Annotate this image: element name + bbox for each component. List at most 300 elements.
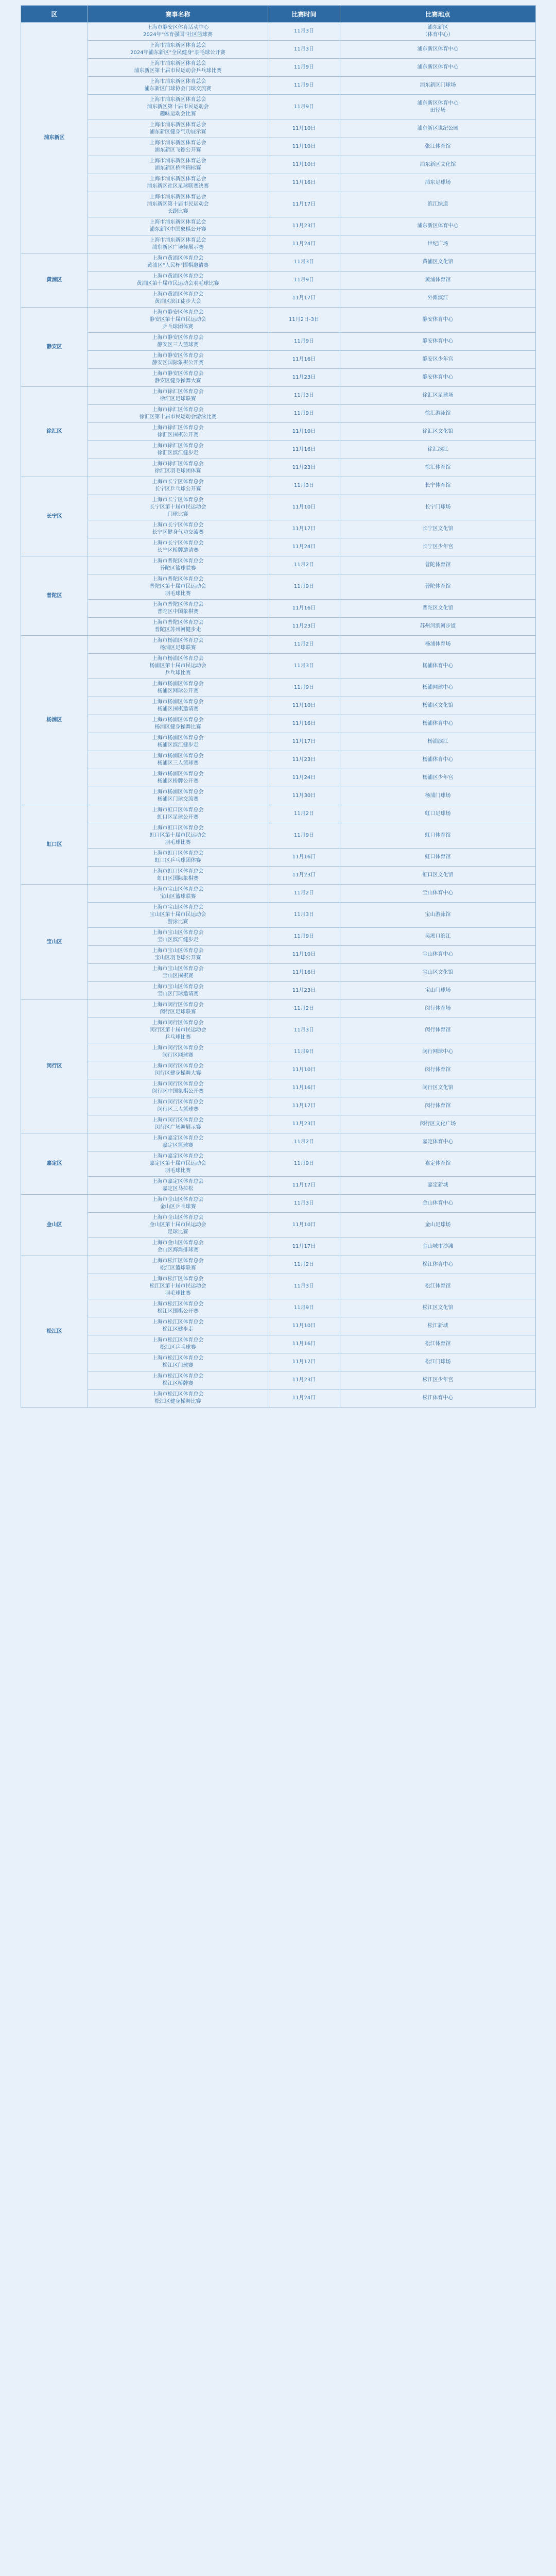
event-name-cell: 上海市闵行区体育总会 闵行区网球赛 — [88, 1043, 268, 1061]
district-cell: 松江区 — [21, 1256, 88, 1408]
event-name-cell: 上海市静安区体育总会 静安区三人篮球赛 — [88, 333, 268, 351]
event-name-cell: 上海市浦东新区体育总会 浦东新区桥牌锦标赛 — [88, 156, 268, 174]
event-name-cell: 上海市黄浦区体育总会 黄浦区"人民杯"围棋邀请赛 — [88, 253, 268, 272]
event-name-cell: 上海市徐汇区体育总会 徐汇区羽毛球团体赛 — [88, 459, 268, 477]
event-name-cell: 上海市松江区体育总会 松江区桥牌赛 — [88, 1371, 268, 1389]
event-name-cell: 上海市金山区体育总会 金山区第十届市民运动会 足球比赛 — [88, 1213, 268, 1238]
event-place-cell: 杨浦体育中心 — [340, 715, 536, 733]
table-row — [21, 441, 536, 459]
event-name-cell: 上海市闵行区体育总会 闵行区广场舞展示赛 — [88, 1115, 268, 1133]
event-time-cell: 11月23日 — [268, 1371, 340, 1389]
event-place-cell: 宝山体育中心 — [340, 946, 536, 964]
event-place-cell: 浦东新区文化馆 — [340, 156, 536, 174]
table-row — [21, 733, 536, 751]
event-name-cell: 上海市闵行区体育总会 闵行区足球联赛 — [88, 1000, 268, 1018]
event-time-cell: 11月2日 — [268, 805, 340, 823]
table-row — [21, 1097, 536, 1115]
event-time-cell: 11月3日 — [268, 41, 340, 59]
event-place-cell: 吴淞口滨江 — [340, 928, 536, 946]
district-cell: 嘉定区 — [21, 1133, 88, 1195]
event-name-cell: 上海市浦东新区体育总会 浦东新区广场舞展示赛 — [88, 235, 268, 253]
table-row — [21, 1238, 536, 1256]
event-place-cell: 闵行网球中心 — [340, 1043, 536, 1061]
table-row — [21, 1256, 536, 1274]
table-row — [21, 1151, 536, 1177]
table-row — [21, 769, 536, 787]
event-time-cell: 11月17日 — [268, 733, 340, 751]
event-name-cell: 上海市闵行区体育总会 闵行区中国象棋公开赛 — [88, 1079, 268, 1097]
district-cell: 宝山区 — [21, 885, 88, 1000]
event-place-cell: 宝山门球场 — [340, 982, 536, 1000]
event-place-cell: 静安体育中心 — [340, 308, 536, 333]
event-place-cell: 世纪广场 — [340, 235, 536, 253]
event-time-cell: 11月24日 — [268, 235, 340, 253]
table-row — [21, 1389, 536, 1408]
event-name-cell: 上海市杨浦区体育总会 杨浦区三人篮球赛 — [88, 751, 268, 769]
event-time-cell: 11月9日 — [268, 77, 340, 95]
event-time-cell: 11月9日 — [268, 679, 340, 697]
event-place-cell: 闵行体育馆 — [340, 1097, 536, 1115]
table-row — [21, 1115, 536, 1133]
event-time-cell: 11月3日 — [268, 387, 340, 405]
event-time-cell: 11月10日 — [268, 156, 340, 174]
event-place-cell: 徐汇体育馆 — [340, 459, 536, 477]
event-name-cell: 上海市闵行区体育总会 闵行区三人篮球赛 — [88, 1097, 268, 1115]
event-name-cell: 上海市普陀区体育总会 普陀区篮球联赛 — [88, 556, 268, 574]
event-place-cell: 杨浦体育场 — [340, 636, 536, 654]
event-time-cell: 11月16日 — [268, 849, 340, 867]
event-name-cell: 上海市浦东新区体育总会 浦东新区飞镖公开赛 — [88, 138, 268, 156]
event-place-cell: 浦东新区体育中心 — [340, 41, 536, 59]
event-time-cell: 11月10日 — [268, 1061, 340, 1079]
event-name-cell: 上海市长宁区体育总会 长宁区乒乓球公开赛 — [88, 477, 268, 495]
event-time-cell: 11月10日 — [268, 1317, 340, 1335]
event-place-cell: 普陀区文化馆 — [340, 600, 536, 618]
event-time-cell: 11月24日 — [268, 769, 340, 787]
event-name-cell: 上海市松江区体育总会 松江区围棋公开赛 — [88, 1299, 268, 1317]
event-place-cell: 虹口体育馆 — [340, 823, 536, 849]
event-name-cell: 上海市松江区体育总会 松江区健步走 — [88, 1317, 268, 1335]
event-place-cell: 嘉定新城 — [340, 1177, 536, 1195]
event-place-cell: 宝山体育中心 — [340, 885, 536, 903]
event-place-cell: 闵行体育馆 — [340, 1018, 536, 1043]
event-name-cell: 上海市长宁区体育总会 长宁区第十届市民运动会 门球比赛 — [88, 495, 268, 520]
table-row — [21, 217, 536, 235]
table-row — [21, 1317, 536, 1335]
event-time-cell: 11月9日 — [268, 1299, 340, 1317]
event-place-cell: 松江体育馆 — [340, 1335, 536, 1353]
header-event-place: 比赛地点 — [340, 6, 536, 23]
event-time-cell: 11月9日 — [268, 95, 340, 120]
table-header — [21, 6, 536, 23]
event-name-cell: 上海市徐汇区体育总会 徐汇区足球联赛 — [88, 387, 268, 405]
table-row — [21, 1018, 536, 1043]
event-place-cell: 徐汇区足球场 — [340, 387, 536, 405]
event-time-cell: 11月10日 — [268, 697, 340, 715]
event-name-cell: 上海市浦东新区体育总会 浦东新区健身气功展示赛 — [88, 120, 268, 138]
event-place-cell: 松江体育中心 — [340, 1256, 536, 1274]
event-name-cell: 上海市宝山区体育总会 宝山区滨江健步走 — [88, 928, 268, 946]
table-row — [21, 1213, 536, 1238]
event-place-cell: 黄浦区文化馆 — [340, 253, 536, 272]
event-time-cell: 11月23日 — [268, 982, 340, 1000]
event-place-cell: 长宁门球场 — [340, 495, 536, 520]
event-time-cell: 11月17日 — [268, 290, 340, 308]
table-row — [21, 1299, 536, 1317]
event-place-cell: 黄浦体育馆 — [340, 272, 536, 290]
event-time-cell: 11月10日 — [268, 138, 340, 156]
event-name-cell: 上海市宝山区体育总会 宝山区第十届市民运动会 游泳比赛 — [88, 903, 268, 928]
event-place-cell: 滨江绿道 — [340, 192, 536, 217]
table-row — [21, 520, 536, 538]
event-place-cell: 普陀体育馆 — [340, 574, 536, 600]
event-time-cell: 11月16日 — [268, 1335, 340, 1353]
event-name-cell: 上海市浦东新区体育总会 浦东新区门球协会门球交流赛 — [88, 77, 268, 95]
event-place-cell: 杨浦体育中心 — [340, 654, 536, 679]
event-time-cell: 11月3日 — [268, 654, 340, 679]
event-name-cell: 上海市松江区体育总会 松江区篮球联赛 — [88, 1256, 268, 1274]
table-row — [21, 903, 536, 928]
table-row — [21, 235, 536, 253]
event-time-cell: 11月23日 — [268, 459, 340, 477]
event-place-cell: 浦东新区门球场 — [340, 77, 536, 95]
table-row — [21, 459, 536, 477]
event-place-cell: 嘉定体育馆 — [340, 1151, 536, 1177]
event-place-cell: 虹口区文化馆 — [340, 867, 536, 885]
event-time-cell: 11月16日 — [268, 174, 340, 192]
district-cell: 静安区 — [21, 308, 88, 387]
event-name-cell: 上海市浦东新区体育总会 浦东新区第十届市民运动会 趣味运动会比赛 — [88, 95, 268, 120]
table-row — [21, 982, 536, 1000]
district-cell: 金山区 — [21, 1195, 88, 1256]
district-cell: 虹口区 — [21, 805, 88, 885]
event-time-cell: 11月9日 — [268, 574, 340, 600]
event-place-cell: 浦东新区 （体育中心） — [340, 23, 536, 41]
table-row — [21, 1043, 536, 1061]
event-name-cell: 上海市静安区体育活动中心 2024年"体育强国"社区篮球赛 — [88, 23, 268, 41]
event-place-cell: 杨浦区文化馆 — [340, 697, 536, 715]
event-time-cell: 11月2日 — [268, 1000, 340, 1018]
events-table — [21, 5, 536, 1408]
event-name-cell: 上海市宝山区体育总会 宝山区围棋赛 — [88, 964, 268, 982]
event-time-cell: 11月17日 — [268, 1353, 340, 1371]
district-cell: 浦东新区 — [21, 23, 88, 253]
event-place-cell: 嘉定体育中心 — [340, 1133, 536, 1151]
event-place-cell: 徐汇区文化馆 — [340, 423, 536, 441]
event-place-cell: 浦东新区体育中心 — [340, 59, 536, 77]
event-time-cell: 11月3日 — [268, 1274, 340, 1299]
event-place-cell: 徐汇滨江 — [340, 441, 536, 459]
table-row — [21, 964, 536, 982]
event-place-cell: 杨浦滨江 — [340, 733, 536, 751]
table-row — [21, 1177, 536, 1195]
table-row — [21, 387, 536, 405]
event-place-cell: 松江新城 — [340, 1317, 536, 1335]
table-row — [21, 308, 536, 333]
table-row — [21, 174, 536, 192]
event-time-cell: 11月16日 — [268, 351, 340, 369]
event-name-cell: 上海市黄浦区体育总会 黄浦区第十届市民运动会羽毛球比赛 — [88, 272, 268, 290]
table-row — [21, 156, 536, 174]
event-place-cell: 松江区少年宫 — [340, 1371, 536, 1389]
table-row — [21, 351, 536, 369]
event-place-cell: 静安体育中心 — [340, 369, 536, 387]
event-place-cell: 松江体育馆 — [340, 1274, 536, 1299]
event-place-cell: 普陀体育馆 — [340, 556, 536, 574]
event-place-cell: 虹口足球场 — [340, 805, 536, 823]
event-place-cell: 虹口体育馆 — [340, 849, 536, 867]
table-row — [21, 495, 536, 520]
table-row — [21, 120, 536, 138]
event-time-cell: 11月10日 — [268, 946, 340, 964]
table-row — [21, 849, 536, 867]
event-name-cell: 上海市宝山区体育总会 宝山区篮球联赛 — [88, 885, 268, 903]
event-name-cell: 上海市宝山区体育总会 宝山区门球邀请赛 — [88, 982, 268, 1000]
table-row — [21, 946, 536, 964]
event-time-cell: 11月2日 — [268, 636, 340, 654]
event-place-cell: 长宁体育馆 — [340, 477, 536, 495]
event-place-cell: 杨浦门球场 — [340, 787, 536, 805]
table-row — [21, 679, 536, 697]
event-name-cell: 上海市普陀区体育总会 普陀区中国象棋赛 — [88, 600, 268, 618]
event-time-cell: 11月17日 — [268, 192, 340, 217]
table-row — [21, 23, 536, 41]
event-time-cell: 11月2日-3日 — [268, 308, 340, 333]
table-row — [21, 636, 536, 654]
table-row — [21, 556, 536, 574]
event-time-cell: 11月2日 — [268, 885, 340, 903]
table-row — [21, 654, 536, 679]
event-place-cell: 松江区文化馆 — [340, 1299, 536, 1317]
header-event-time: 比赛时间 — [268, 6, 340, 23]
event-name-cell: 上海市虹口区体育总会 虹口区第十届市民运动会 羽毛球比赛 — [88, 823, 268, 849]
event-name-cell: 上海市浦东新区体育总会 2024年浦东新区"全民健身"羽毛球公开赛 — [88, 41, 268, 59]
event-place-cell: 苏州河滨河步道 — [340, 618, 536, 636]
event-place-cell: 浦东足球场 — [340, 174, 536, 192]
event-name-cell: 上海市杨浦区体育总会 杨浦区网球公开赛 — [88, 679, 268, 697]
table-row — [21, 59, 536, 77]
event-name-cell: 上海市杨浦区体育总会 杨浦区健身操舞比赛 — [88, 715, 268, 733]
event-name-cell: 上海市长宁区体育总会 长宁区桥牌邀请赛 — [88, 538, 268, 556]
district-cell: 长宁区 — [21, 477, 88, 556]
event-place-cell: 松江门球场 — [340, 1353, 536, 1371]
table-row — [21, 1133, 536, 1151]
event-name-cell: 上海市嘉定区体育总会 嘉定区马拉松 — [88, 1177, 268, 1195]
table-row — [21, 272, 536, 290]
event-place-cell: 金山足球场 — [340, 1213, 536, 1238]
event-name-cell: 上海市静安区体育总会 静安区健身操舞大赛 — [88, 369, 268, 387]
event-place-cell: 徐汇游泳馆 — [340, 405, 536, 423]
event-time-cell: 11月23日 — [268, 369, 340, 387]
table-row — [21, 253, 536, 272]
table-row — [21, 1079, 536, 1097]
event-time-cell: 11月17日 — [268, 520, 340, 538]
table-row — [21, 1353, 536, 1371]
table-row — [21, 1061, 536, 1079]
event-name-cell: 上海市浦东新区体育总会 浦东新区中国象棋公开赛 — [88, 217, 268, 235]
event-time-cell: 11月3日 — [268, 253, 340, 272]
table-row — [21, 333, 536, 351]
table-row — [21, 928, 536, 946]
table-row — [21, 885, 536, 903]
event-name-cell: 上海市闵行区体育总会 闵行区健身操舞大赛 — [88, 1061, 268, 1079]
event-name-cell: 上海市杨浦区体育总会 杨浦区滨江健步走 — [88, 733, 268, 751]
event-place-cell: 浦东新区体育中心 田径场 — [340, 95, 536, 120]
event-place-cell: 闵行体育场 — [340, 1000, 536, 1018]
event-name-cell: 上海市浦东新区体育总会 浦东新区社区足球联赛决赛 — [88, 174, 268, 192]
table-row — [21, 715, 536, 733]
table-row — [21, 477, 536, 495]
table-row — [21, 41, 536, 59]
event-name-cell: 上海市嘉定区体育总会 嘉定区第十届市民运动会 羽毛球比赛 — [88, 1151, 268, 1177]
event-name-cell: 上海市宝山区体育总会 宝山区羽毛球公开赛 — [88, 946, 268, 964]
event-place-cell: 宝山区文化馆 — [340, 964, 536, 982]
district-cell: 黄浦区 — [21, 253, 88, 308]
event-time-cell: 11月3日 — [268, 1195, 340, 1213]
table-row — [21, 192, 536, 217]
events-table-wrapper — [21, 5, 535, 1408]
event-place-cell: 松江体育中心 — [340, 1389, 536, 1408]
event-name-cell: 上海市静安区体育总会 静安区第十届市民运动会 乒乓球团体赛 — [88, 308, 268, 333]
event-name-cell: 上海市杨浦区体育总会 杨浦区桥牌公开赛 — [88, 769, 268, 787]
event-time-cell: 11月23日 — [268, 867, 340, 885]
event-time-cell: 11月16日 — [268, 600, 340, 618]
event-name-cell: 上海市虹口区体育总会 虹口区国际象棋赛 — [88, 867, 268, 885]
table-row — [21, 787, 536, 805]
event-time-cell: 11月9日 — [268, 272, 340, 290]
district-cell: 闵行区 — [21, 1000, 88, 1133]
district-cell: 普陀区 — [21, 556, 88, 636]
event-place-cell: 静安区少年宫 — [340, 351, 536, 369]
event-time-cell: 11月10日 — [268, 423, 340, 441]
table-row — [21, 805, 536, 823]
event-place-cell: 浦东新区世纪公园 — [340, 120, 536, 138]
table-row — [21, 1274, 536, 1299]
event-time-cell: 11月30日 — [268, 787, 340, 805]
event-place-cell: 闵行区文化馆 — [340, 1079, 536, 1097]
event-time-cell: 11月2日 — [268, 556, 340, 574]
event-time-cell: 11月17日 — [268, 1238, 340, 1256]
event-name-cell: 上海市虹口区体育总会 虹口区足球公开赛 — [88, 805, 268, 823]
event-time-cell: 11月9日 — [268, 405, 340, 423]
table-row — [21, 538, 536, 556]
event-place-cell: 金山城市沙滩 — [340, 1238, 536, 1256]
event-name-cell: 上海市徐汇区体育总会 徐汇区滨江健步走 — [88, 441, 268, 459]
event-time-cell: 11月2日 — [268, 1256, 340, 1274]
event-place-cell: 宝山游泳馆 — [340, 903, 536, 928]
event-time-cell: 11月23日 — [268, 217, 340, 235]
event-time-cell: 11月10日 — [268, 120, 340, 138]
event-time-cell: 11月23日 — [268, 618, 340, 636]
event-time-cell: 11月10日 — [268, 1213, 340, 1238]
event-time-cell: 11月9日 — [268, 333, 340, 351]
table-row — [21, 77, 536, 95]
event-name-cell: 上海市徐汇区体育总会 徐汇区第十届市民运动会游泳比赛 — [88, 405, 268, 423]
table-row — [21, 405, 536, 423]
event-time-cell: 11月9日 — [268, 59, 340, 77]
event-time-cell: 11月16日 — [268, 715, 340, 733]
event-name-cell: 上海市杨浦区体育总会 杨浦区足球联赛 — [88, 636, 268, 654]
event-name-cell: 上海市浦东新区体育总会 浦东新区第十届市民运动会 长跑比赛 — [88, 192, 268, 217]
event-time-cell: 11月3日 — [268, 23, 340, 41]
event-time-cell: 11月16日 — [268, 964, 340, 982]
event-name-cell: 上海市普陀区体育总会 普陀区第十届市民运动会 羽毛球比赛 — [88, 574, 268, 600]
table-body — [21, 23, 536, 1408]
table-row — [21, 369, 536, 387]
table-row — [21, 138, 536, 156]
event-name-cell: 上海市杨浦区体育总会 杨浦区围棋邀请赛 — [88, 697, 268, 715]
event-name-cell: 上海市嘉定区体育总会 嘉定区篮球赛 — [88, 1133, 268, 1151]
event-time-cell: 11月17日 — [268, 1177, 340, 1195]
event-place-cell: 闵行区文化广场 — [340, 1115, 536, 1133]
event-name-cell: 上海市杨浦区体育总会 杨浦区门球交流赛 — [88, 787, 268, 805]
event-time-cell: 11月23日 — [268, 751, 340, 769]
event-time-cell: 11月10日 — [268, 495, 340, 520]
table-row — [21, 574, 536, 600]
table-row — [21, 1000, 536, 1018]
event-place-cell: 杨浦区少年宫 — [340, 769, 536, 787]
event-time-cell: 11月9日 — [268, 1151, 340, 1177]
event-time-cell: 11月9日 — [268, 928, 340, 946]
event-name-cell: 上海市松江区体育总会 松江区第十届市民运动会 羽毛球比赛 — [88, 1274, 268, 1299]
event-place-cell: 静安体育中心 — [340, 333, 536, 351]
event-name-cell: 上海市虹口区体育总会 虹口区乒乓球团体赛 — [88, 849, 268, 867]
event-time-cell: 11月24日 — [268, 538, 340, 556]
event-name-cell: 上海市松江区体育总会 松江区门球赛 — [88, 1353, 268, 1371]
event-place-cell: 金山体育中心 — [340, 1195, 536, 1213]
event-place-cell: 闵行体育馆 — [340, 1061, 536, 1079]
event-name-cell: 上海市静安区体育总会 静安区国际象棋公开赛 — [88, 351, 268, 369]
event-place-cell: 长宁区少年宫 — [340, 538, 536, 556]
event-place-cell: 张江体育馆 — [340, 138, 536, 156]
header-district: 区 — [21, 6, 88, 23]
event-time-cell: 11月23日 — [268, 1115, 340, 1133]
header-row — [21, 6, 536, 23]
event-name-cell: 上海市金山区体育总会 金山区海滩排球赛 — [88, 1238, 268, 1256]
event-time-cell: 11月2日 — [268, 1133, 340, 1151]
event-name-cell: 上海市金山区体育总会 金山区乒乓球赛 — [88, 1195, 268, 1213]
table-row — [21, 600, 536, 618]
event-time-cell: 11月16日 — [268, 1079, 340, 1097]
event-time-cell: 11月16日 — [268, 441, 340, 459]
event-name-cell: 上海市松江区体育总会 松江区健身操舞比赛 — [88, 1389, 268, 1408]
table-row — [21, 823, 536, 849]
table-row — [21, 751, 536, 769]
district-cell: 徐汇区 — [21, 387, 88, 477]
event-time-cell: 11月3日 — [268, 1018, 340, 1043]
event-name-cell: 上海市普陀区体育总会 普陀区苏州河健步走 — [88, 618, 268, 636]
table-row — [21, 423, 536, 441]
event-place-cell: 长宁区文化馆 — [340, 520, 536, 538]
event-name-cell: 上海市浦东新区体育总会 浦东新区第十届市民运动会乒乓球比赛 — [88, 59, 268, 77]
table-row — [21, 867, 536, 885]
event-time-cell: 11月9日 — [268, 1043, 340, 1061]
event-name-cell: 上海市杨浦区体育总会 杨浦区第十届市民运动会 乒乓球比赛 — [88, 654, 268, 679]
event-place-cell: 外滩滨江 — [340, 290, 536, 308]
table-row — [21, 1195, 536, 1213]
table-row — [21, 95, 536, 120]
event-time-cell: 11月3日 — [268, 903, 340, 928]
event-name-cell: 上海市长宁区体育总会 长宁区健身气功交流赛 — [88, 520, 268, 538]
table-row — [21, 1371, 536, 1389]
event-name-cell: 上海市徐汇区体育总会 徐汇区围棋公开赛 — [88, 423, 268, 441]
event-time-cell: 11月24日 — [268, 1389, 340, 1408]
event-name-cell: 上海市黄浦区体育总会 黄浦区滨江徒步大会 — [88, 290, 268, 308]
table-row — [21, 697, 536, 715]
event-time-cell: 11月3日 — [268, 477, 340, 495]
event-place-cell: 杨浦体育中心 — [340, 751, 536, 769]
district-cell: 杨浦区 — [21, 636, 88, 805]
